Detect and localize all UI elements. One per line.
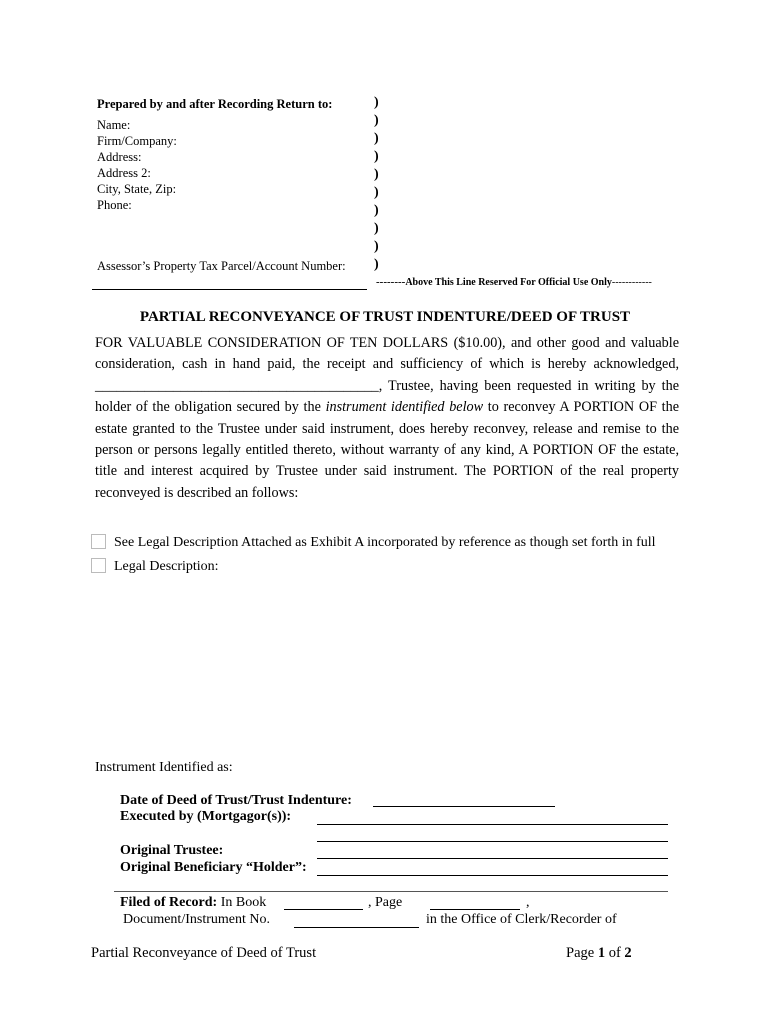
- body-paragraph: [95, 333, 679, 504]
- body-text-2a: , Trustee, having been requested in writing by the holder of the obligation secured by the: [95, 377, 679, 416]
- paren-10: ): [374, 257, 379, 272]
- trustee-name-blank[interactable]: ________________________________________: [95, 377, 379, 394]
- body-text-1: FOR VALUABLE CONSIDERATION OF TEN DOLLARS ($10.00), and other good and valuable consideration, cash in hand paid, the receipt and sufficiency of which is hereby acknowledged,: [95, 335, 679, 373]
- filed-of-record-row: [120, 895, 266, 911]
- original-beneficiary-label: Original Beneficiary “Holder”:: [120, 860, 307, 875]
- reserved-line: [376, 276, 652, 288]
- legal-description-label: Legal Description:: [114, 559, 219, 574]
- field-name-label: Name:: [97, 118, 131, 132]
- of-word: of: [608, 945, 621, 961]
- executed-by-label: Executed by (Mortgagor(s)):: [120, 809, 292, 824]
- date-of-deed-field[interactable]: [373, 806, 555, 807]
- executed-by-field-2[interactable]: [317, 841, 668, 842]
- return-address-divider: [92, 289, 367, 290]
- body-text-2b: to reconvey A PORTION OF the estate granted to the Trustee under said instrument, does hereby reconvey, release and remise to the person or persons legally entitled thereto, without warranty of any kind, A PORTION OF the estate, title and interest acquired by Trustee under said instrument. The PORTION of the real property reconveyed is described an follows:: [95, 399, 679, 501]
- document-number-label: Document/Instrument No.: [123, 912, 270, 927]
- exhibit-checkbox[interactable]: [91, 534, 106, 549]
- body-text-italic: instrument identified below: [325, 399, 484, 416]
- page-indicator: [566, 945, 632, 962]
- reserved-label: Above This Line Reserved For Official Use Only: [405, 277, 612, 288]
- footer-title: Partial Reconveyance of Deed of Trust: [91, 945, 317, 961]
- field-city-label: City, State, Zip:: [97, 182, 177, 196]
- total-pages-number: 2: [624, 945, 632, 961]
- document-title: PARTIAL RECONVEYANCE OF TRUST INDENTURE/DEED OF TRUST: [139, 309, 631, 325]
- reserved-dashes: --------: [376, 276, 406, 288]
- filed-of-record-label: Filed of Record:: [120, 895, 218, 910]
- reserved-trail: ------------: [611, 277, 652, 288]
- field-phone-label: Phone:: [97, 198, 132, 212]
- original-beneficiary-field[interactable]: [317, 875, 668, 876]
- original-trustee-label: Original Trustee:: [120, 843, 224, 858]
- paren-9: ): [374, 239, 379, 254]
- office-label: in the Office of Clerk/Recorder of: [426, 912, 617, 927]
- instrument-heading: Instrument Identified as:: [95, 760, 233, 775]
- current-page-number: 1: [597, 945, 606, 961]
- prepared-by-label: Prepared by and after Recording Return to:: [97, 97, 333, 111]
- date-of-deed-label: Date of Deed of Trust/Trust Indenture:: [120, 793, 352, 808]
- field-firm-label: Firm/Company:: [97, 134, 177, 148]
- book-field[interactable]: [284, 909, 363, 910]
- paren-6: ): [374, 185, 379, 200]
- exhibit-option-label: See Legal Description Attached as Exhibit A incorporated by reference as though set forth in full: [114, 535, 656, 550]
- paren-2: ): [374, 113, 379, 128]
- paren-4: ): [374, 149, 379, 164]
- paren-3: ): [374, 131, 379, 146]
- paren-7: ): [374, 203, 379, 218]
- page-label: , Page: [368, 895, 403, 910]
- page-field[interactable]: [430, 909, 520, 910]
- paren-8: ): [374, 221, 379, 236]
- page-word: Page: [566, 945, 595, 961]
- in-book-label: In Book: [220, 895, 267, 910]
- parcel-number-label: Assessor’s Property Tax Parcel/Account Number:: [97, 259, 346, 273]
- paren-1: ): [374, 95, 379, 110]
- filed-comma: ,: [526, 895, 530, 910]
- field-address2-label: Address 2:: [97, 166, 151, 180]
- legal-description-checkbox[interactable]: [91, 558, 106, 573]
- original-trustee-field[interactable]: [317, 858, 668, 859]
- field-address-label: Address:: [97, 150, 142, 164]
- document-number-field[interactable]: [294, 927, 419, 928]
- executed-by-field-1[interactable]: [317, 824, 668, 825]
- paren-5: ): [374, 167, 379, 182]
- instrument-divider: [114, 891, 668, 892]
